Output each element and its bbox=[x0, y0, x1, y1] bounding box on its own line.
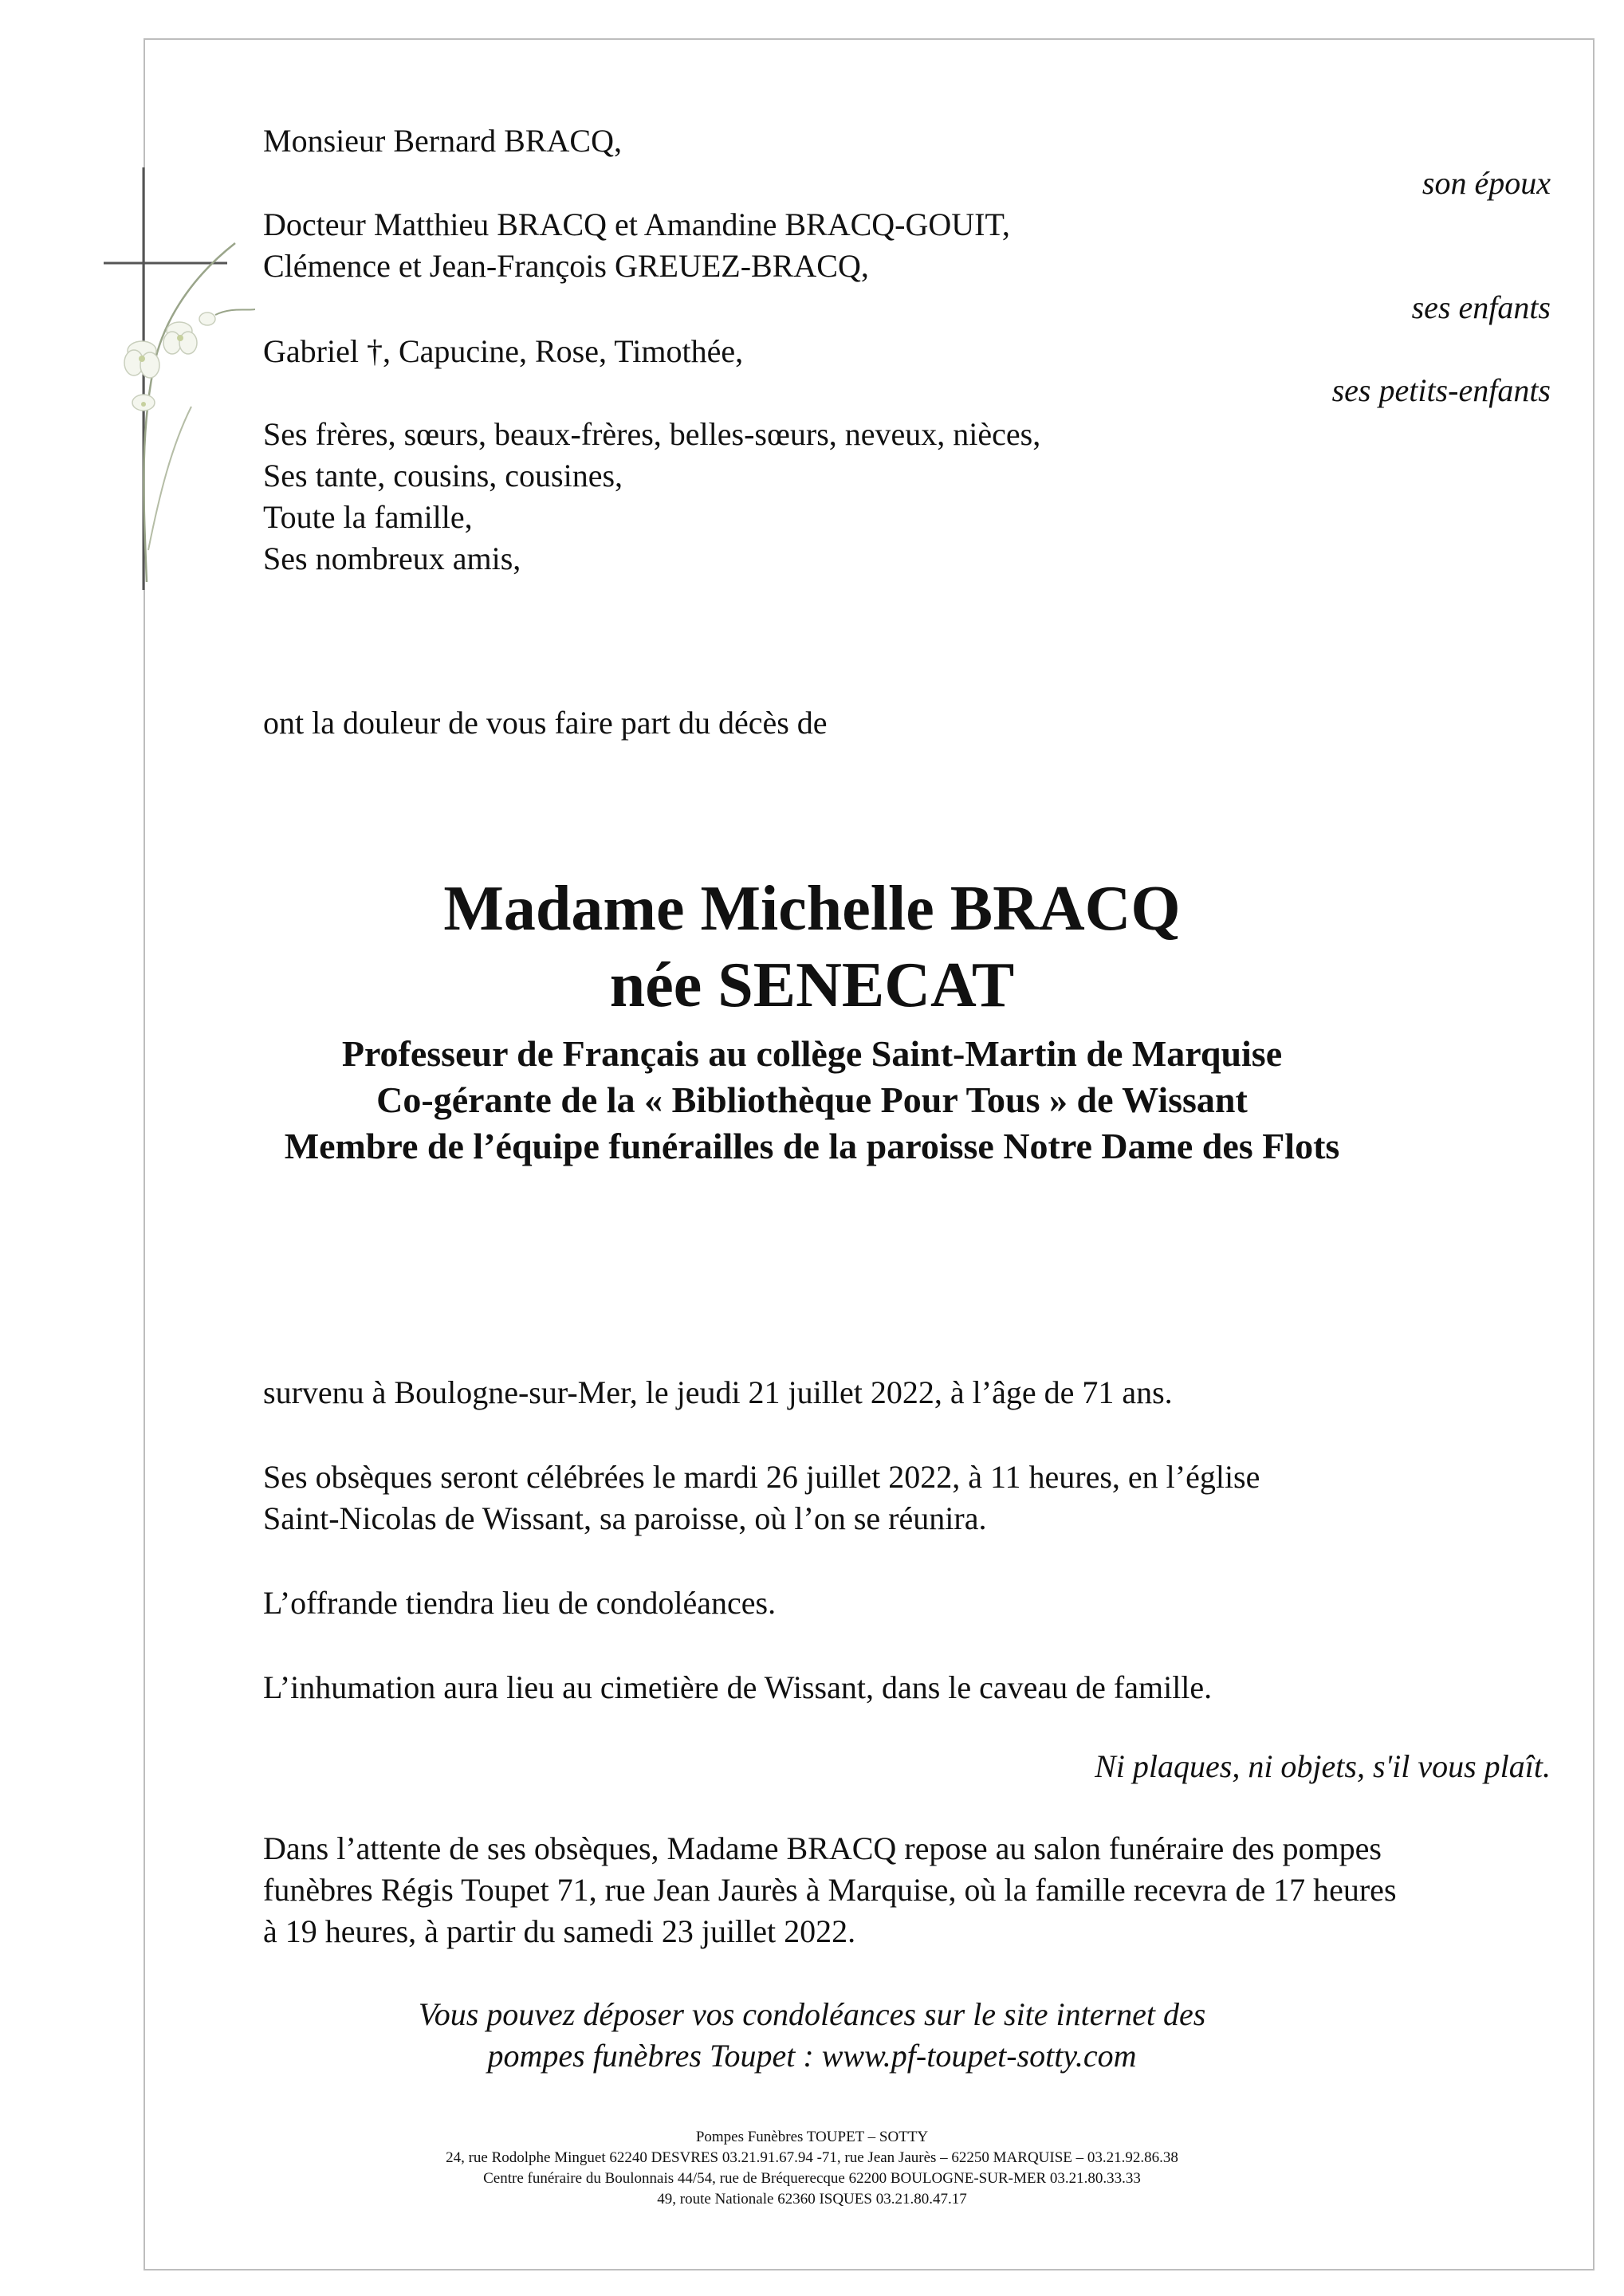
relatives-line-1: Ses frères, sœurs, beaux-frères, belles-sœurs, neveux, nièces, bbox=[263, 416, 1041, 452]
spouse-name: Monsieur Bernard BRACQ, bbox=[263, 123, 622, 159]
condolences-line-2: pompes funèbres Toupet : www.pf-toupet-sotty.com bbox=[487, 2038, 1137, 2074]
viewing-line-1: Dans l’attente de ses obsèques, Madame BRACQ repose au salon funéraire des pompes bbox=[263, 1830, 1382, 1866]
footer-address-3: 49, route Nationale 62360 ISQUES 03.21.80.47.17 bbox=[657, 2191, 967, 2208]
children-line-2: Clémence et Jean-François GREUEZ-BRACQ, bbox=[263, 248, 869, 284]
role-spouse: son époux bbox=[1421, 165, 1551, 201]
announcement-text: ont la douleur de vous faire part du décès de bbox=[263, 705, 828, 741]
funeral-line-2: Saint-Nicolas de Wissant, sa paroisse, où l’on se réunira. bbox=[263, 1500, 987, 1536]
cross-with-orchid-icon bbox=[96, 167, 255, 598]
offering-text: L’offrande tiendra lieu de condoléances. bbox=[263, 1585, 777, 1621]
viewing-line-3: à 19 heures, à partir du samedi 23 juillet 2022. bbox=[263, 1913, 856, 1949]
relatives-line-4: Ses nombreux amis, bbox=[263, 541, 521, 576]
relatives-line-3: Toute la famille, bbox=[263, 499, 473, 535]
grandchildren-line: Gabriel †, Capucine, Rose, Timothée, bbox=[263, 333, 744, 369]
deceased-maiden-name: née SENECAT bbox=[609, 950, 1015, 1020]
funeral-line-1: Ses obsèques seront célébrées le mardi 26 juillet 2022, à 11 heures, en l’église bbox=[263, 1459, 1260, 1495]
footer-address-2: Centre funéraire du Boulonnais 44/54, rue de Bréquerecque 62200 BOULOGNE-SUR-MER 03.21.80.33.33 bbox=[483, 2170, 1141, 2187]
deceased-title-3: Membre de l’équipe funérailles de la paroisse Notre Dame des Flots bbox=[284, 1126, 1340, 1166]
burial-text: L’inhumation aura lieu au cimetière de Wissant, dans le caveau de famille. bbox=[263, 1669, 1213, 1705]
relatives-line-2: Ses tante, cousins, cousines, bbox=[263, 458, 623, 493]
role-children: ses enfants bbox=[1411, 289, 1551, 325]
children-line-1: Docteur Matthieu BRACQ et Amandine BRACQ-GOUIT, bbox=[263, 206, 1010, 242]
deceased-name: Madame Michelle BRACQ bbox=[443, 874, 1181, 944]
viewing-line-2: funèbres Régis Toupet 71, rue Jean Jaurès à Marquise, où la famille recevra de 17 heures bbox=[263, 1872, 1397, 1908]
death-details: survenu à Boulogne-sur-Mer, le jeudi 21 juillet 2022, à l’âge de 71 ans. bbox=[263, 1374, 1173, 1410]
no-plaques-text: Ni plaques, ni objets, s'il vous plaît. bbox=[1095, 1748, 1551, 1784]
footer-company: Pompes Funèbres TOUPET – SOTTY bbox=[695, 2129, 929, 2145]
footer-address-1: 24, rue Rodolphe Minguet 62240 DESVRES 03.21.91.67.94 -71, rue Jean Jaurès – 62250 MARQUISE – 03.21.92.86.38 bbox=[446, 2149, 1178, 2166]
deceased-title-1: Professeur de Français au collège Saint-Martin de Marquise bbox=[341, 1033, 1283, 1074]
deceased-title-2: Co-gérante de la « Bibliothèque Pour Tous » de Wissant bbox=[376, 1079, 1248, 1120]
condolences-line-1: Vous pouvez déposer vos condoléances sur le site internet des bbox=[418, 1996, 1206, 2032]
role-grandchildren: ses petits-enfants bbox=[1331, 372, 1551, 408]
